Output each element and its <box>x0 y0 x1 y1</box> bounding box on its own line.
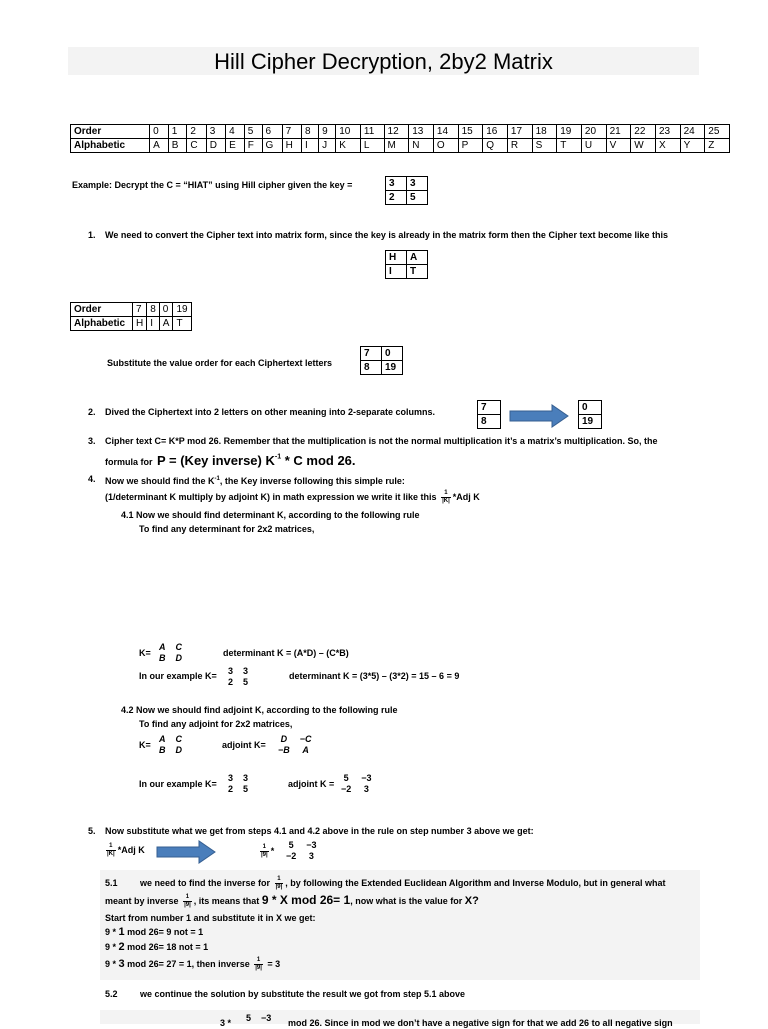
matrix-cell: 2 <box>228 677 234 687</box>
text: , now what is the value for <box>350 896 463 906</box>
matrix-cell: I <box>386 265 407 279</box>
matrix-cell: 19 <box>579 415 602 429</box>
denominator: |9| <box>261 852 268 858</box>
text: 9 * <box>105 942 119 952</box>
fraction <box>106 843 116 858</box>
step51-number: 5.1 <box>105 878 118 888</box>
partial-text: mod 26. Since in mod we don’t have a negative sign for that we add 26 to all negative sign <box>288 1018 673 1028</box>
table-cell: A <box>150 139 169 153</box>
trial-number: 2 <box>118 941 125 953</box>
matrix-cell: −B <box>278 745 290 755</box>
table-cell: T <box>557 139 582 153</box>
table-cell: 19 <box>557 125 582 139</box>
matrix-cell: B <box>159 745 166 755</box>
table-cell: 0 <box>150 125 169 139</box>
order-row <box>71 125 730 139</box>
matrix-cell: B <box>159 653 166 663</box>
trial-number: 3 <box>118 957 125 970</box>
det-example: determinant K = (3*5) – (3*2) = 15 – 6 = 9 <box>289 671 460 681</box>
matrix-cell: 8 <box>478 415 501 429</box>
matrix-cell: 2 <box>386 191 407 205</box>
sup: -1 <box>214 476 220 482</box>
text: 9 * <box>105 927 119 937</box>
det-formula: determinant K = (A*D) – (C*B) <box>223 648 349 658</box>
table-cell: H <box>133 317 147 331</box>
matrix-cell: A <box>302 745 309 755</box>
table-cell: A <box>159 317 173 331</box>
table-cell: Y <box>680 139 705 153</box>
matrix-cell: −3 <box>306 840 317 850</box>
step5-text: Now substitute what we get from steps 4.1 and 4.2 above in the rule on step number 3 above we get: <box>105 826 534 836</box>
example-matrix <box>228 666 248 687</box>
row-label: Order <box>71 303 133 317</box>
example-label: In our example K= <box>139 671 217 681</box>
try-1 <box>105 927 203 938</box>
text: , its means that <box>193 896 260 906</box>
row-label: Order <box>71 125 150 139</box>
matrix-cell: H <box>386 251 407 265</box>
matrix-cell: D <box>175 653 182 663</box>
matrix-cell: 3 <box>308 851 314 861</box>
table-cell: 4 <box>226 125 245 139</box>
numerator: 1 <box>183 894 192 902</box>
matrix-cell: D <box>175 745 182 755</box>
text: *Adj K <box>452 491 480 502</box>
step1-number: 1. <box>88 230 96 240</box>
x-question: X? <box>464 895 479 907</box>
matrix-cell: 5 <box>343 773 349 783</box>
step3-line1: Cipher text C= K*P mod 26. Remember that the multiplication is not the normal multiplication it’s a matrix’s multiplication. So, the <box>105 436 658 446</box>
order-matrix <box>360 346 403 375</box>
table-cell: R <box>507 139 532 153</box>
matrix-cell: −3 <box>361 773 372 783</box>
matrix-cell: 8 <box>361 361 382 375</box>
table-cell: S <box>532 139 557 153</box>
step2-text: Dived the Ciphertext into 2 letters on other meaning into 2-separate columns. <box>105 407 436 417</box>
arrow-right-icon <box>155 840 217 864</box>
letter-row <box>71 317 192 331</box>
step52-text: we continue the solution by substitute the result we got from step 5.1 above <box>140 989 466 999</box>
matrix-cell: 7 <box>361 347 382 361</box>
column-2 <box>578 400 602 429</box>
k-matrix <box>159 734 182 755</box>
text: we need to find the inverse for <box>140 877 271 888</box>
matrix-cell: 5 <box>243 784 249 794</box>
table-cell: 14 <box>433 125 458 139</box>
matrix-cell: 3 <box>407 177 428 191</box>
step5-matrix <box>286 840 317 861</box>
table-cell: I <box>302 139 319 153</box>
table-cell: W <box>631 139 656 153</box>
adj-label: adjoint K= <box>222 740 266 750</box>
matrix-cell: 3 <box>386 177 407 191</box>
table-cell: G <box>262 139 282 153</box>
table-cell: V <box>606 139 631 153</box>
cipher-table <box>70 302 192 331</box>
trial-number: 1 <box>118 926 125 938</box>
matrix-cell: 5 <box>288 840 294 850</box>
table-cell: 16 <box>483 125 508 139</box>
matrix-cell: 0 <box>382 347 403 361</box>
text: 9 * <box>105 958 119 969</box>
matrix-cell: 3 <box>243 666 249 676</box>
numerator: 1 <box>254 957 263 965</box>
table-cell: T <box>173 317 191 331</box>
letter-matrix <box>385 250 428 279</box>
step5-number: 5. <box>88 826 96 836</box>
adj-matrix <box>278 734 312 755</box>
table-cell: 7 <box>282 125 301 139</box>
adj-example-label: adjoint K = <box>288 779 335 789</box>
matrix-cell: 3 <box>228 773 234 783</box>
matrix-cell: A <box>407 251 428 265</box>
table-cell: 15 <box>458 125 483 139</box>
fraction <box>260 844 269 859</box>
text: Now we should find the K <box>105 476 215 486</box>
table-cell: D <box>206 139 225 153</box>
table-cell: 21 <box>606 125 631 139</box>
step2-number: 2. <box>88 407 96 417</box>
table-cell: J <box>319 139 336 153</box>
example-text: Example: Decrypt the C = “HIAT” using Hill cipher given the key = <box>72 180 353 190</box>
table-cell: M <box>384 139 409 153</box>
text: , the Key inverse following this simple rule: <box>219 476 405 486</box>
partial-matrix <box>246 1013 271 1024</box>
table-cell: 17 <box>507 125 532 139</box>
table-cell: O <box>433 139 458 153</box>
table-cell: 6 <box>262 125 282 139</box>
text: (1/determinant K multiply by adjoint K) in math expression we write it like this <box>105 491 437 502</box>
table-cell: 12 <box>384 125 409 139</box>
substitute-text: Substitute the value order for each Ciphertext letters <box>107 358 333 368</box>
order-row <box>71 303 192 317</box>
step4-line1 <box>105 474 405 487</box>
step52-number: 5.2 <box>105 989 118 999</box>
matrix-cell: A <box>159 734 166 744</box>
table-cell: X <box>655 139 680 153</box>
table-cell: 22 <box>631 125 656 139</box>
numerator: 1 <box>106 843 116 851</box>
text: mod 26= 9 not = 1 <box>124 927 204 937</box>
table-cell: F <box>244 139 262 153</box>
table-cell: P <box>458 139 483 153</box>
matrix-cell: D <box>280 734 288 744</box>
k-label: K= <box>139 648 151 658</box>
alphabet-table <box>70 124 730 153</box>
matrix-cell: 19 <box>382 361 403 375</box>
example-label: In our example K= <box>139 779 217 789</box>
matrix-cell: 3 <box>243 773 249 783</box>
step51-line1 <box>140 876 665 891</box>
step51-line3: Start from number 1 and substitute it in X we get: <box>105 913 316 923</box>
column-1 <box>477 400 501 429</box>
try-3 <box>105 957 280 972</box>
table-cell: 13 <box>409 125 434 139</box>
step41-heading: 4.1 Now we should find determinant K, according to the following rule <box>121 510 420 520</box>
matrix-cell: C <box>175 734 182 744</box>
table-cell: L <box>360 139 384 153</box>
table-cell: 25 <box>705 125 730 139</box>
table-cell: I <box>147 317 160 331</box>
text: mod 26= 27 = 1, then inverse <box>124 958 250 969</box>
text: , by following the Extended Euclidean Algorithm and Inverse Modulo, but in general what <box>285 877 666 888</box>
table-cell: Z <box>705 139 730 153</box>
table-cell: 2 <box>187 125 206 139</box>
table-cell: 18 <box>532 125 557 139</box>
arrow-right-icon <box>508 404 570 428</box>
table-cell: 5 <box>244 125 262 139</box>
text: *Adj K <box>117 844 145 855</box>
step3-line2 <box>105 452 356 470</box>
row-label: Alphabetic <box>71 139 150 153</box>
matrix-cell: 7 <box>478 401 501 415</box>
step5-right-expr <box>258 844 274 859</box>
table-cell: 23 <box>655 125 680 139</box>
denominator: |9| <box>255 965 262 971</box>
table-cell: H <box>282 139 301 153</box>
step3-number: 3. <box>88 436 96 446</box>
table-cell: 3 <box>206 125 225 139</box>
try-2 <box>105 942 208 953</box>
table-cell: 9 <box>319 125 336 139</box>
adj-example-matrix <box>341 773 372 794</box>
step1-text: We need to convert the Cipher text into matrix form, since the key is already in the matrix form then the Cipher text become like this <box>105 230 668 240</box>
matrix-cell: 5 <box>407 191 428 205</box>
table-cell: 10 <box>336 125 361 139</box>
step4-number: 4. <box>88 474 96 484</box>
table-cell: 19 <box>173 303 191 317</box>
denominator: |K| <box>442 498 450 504</box>
numerator: 1 <box>260 844 269 852</box>
step42-heading: 4.2 Now we should find adjoint K, according to the following rule <box>121 705 398 715</box>
denominator: |K| <box>107 851 115 857</box>
table-cell: 0 <box>159 303 173 317</box>
numerator: 1 <box>275 876 284 884</box>
table-cell: 7 <box>133 303 147 317</box>
table-cell: B <box>168 139 187 153</box>
matrix-cell: −3 <box>261 1013 272 1023</box>
fraction <box>275 876 284 891</box>
formula-sup: -1 <box>274 453 282 461</box>
matrix-cell: 3 <box>228 666 234 676</box>
key-matrix <box>385 176 428 205</box>
fraction <box>183 894 192 909</box>
table-cell: C <box>187 139 206 153</box>
numerator: 1 <box>441 490 451 498</box>
table-cell: 1 <box>168 125 187 139</box>
step41-sub: To find any determinant for 2x2 matrices, <box>139 524 315 534</box>
k-matrix <box>159 642 182 663</box>
partial-left: 3 * <box>220 1018 232 1028</box>
matrix-cell: 3 <box>363 784 369 794</box>
page-title: Hill Cipher Decryption, 2by2 Matrix <box>214 49 553 74</box>
table-cell: 20 <box>581 125 606 139</box>
step4-line2 <box>105 490 480 505</box>
matrix-cell: −C <box>299 734 312 744</box>
table-cell: E <box>226 139 245 153</box>
matrix-cell: 5 <box>243 677 249 687</box>
matrix-cell: 2 <box>228 784 234 794</box>
table-cell: Q <box>483 139 508 153</box>
matrix-cell: −2 <box>341 784 352 794</box>
formula-suffix: * C mod 26. <box>281 453 356 468</box>
matrix-cell: 5 <box>246 1013 252 1023</box>
matrix-cell: 0 <box>579 401 602 415</box>
table-cell: U <box>581 139 606 153</box>
matrix-cell: T <box>407 265 428 279</box>
table-cell: 24 <box>680 125 705 139</box>
text: mod 26= 18 not = 1 <box>124 942 209 952</box>
table-cell: 11 <box>360 125 384 139</box>
table-cell: 8 <box>147 303 160 317</box>
denominator: |9| <box>275 884 283 890</box>
table-cell: 8 <box>302 125 319 139</box>
table-cell: K <box>336 139 361 153</box>
matrix-cell: A <box>159 642 166 652</box>
matrix-cell: C <box>175 642 182 652</box>
step51-line2 <box>105 893 479 909</box>
equation: 9 * X mod 26= 1 <box>261 893 351 907</box>
denominator: |9| <box>184 902 191 909</box>
k-label: K= <box>139 740 151 750</box>
text: meant by inverse <box>105 896 179 906</box>
fraction <box>441 490 451 505</box>
step42-sub: To find any adjoint for 2x2 matrices, <box>139 719 293 729</box>
star: * <box>270 845 275 856</box>
letter-row <box>71 139 730 153</box>
example-matrix <box>228 773 248 794</box>
formula: P = (Key inverse) K <box>156 453 275 468</box>
text: = 3 <box>264 958 281 969</box>
matrix-cell: −2 <box>286 851 297 861</box>
row-label: Alphabetic <box>71 317 133 331</box>
step5-left-expr <box>104 843 145 858</box>
fraction <box>254 957 263 972</box>
formula-prefix: formula for <box>105 457 153 467</box>
table-cell: N <box>409 139 434 153</box>
